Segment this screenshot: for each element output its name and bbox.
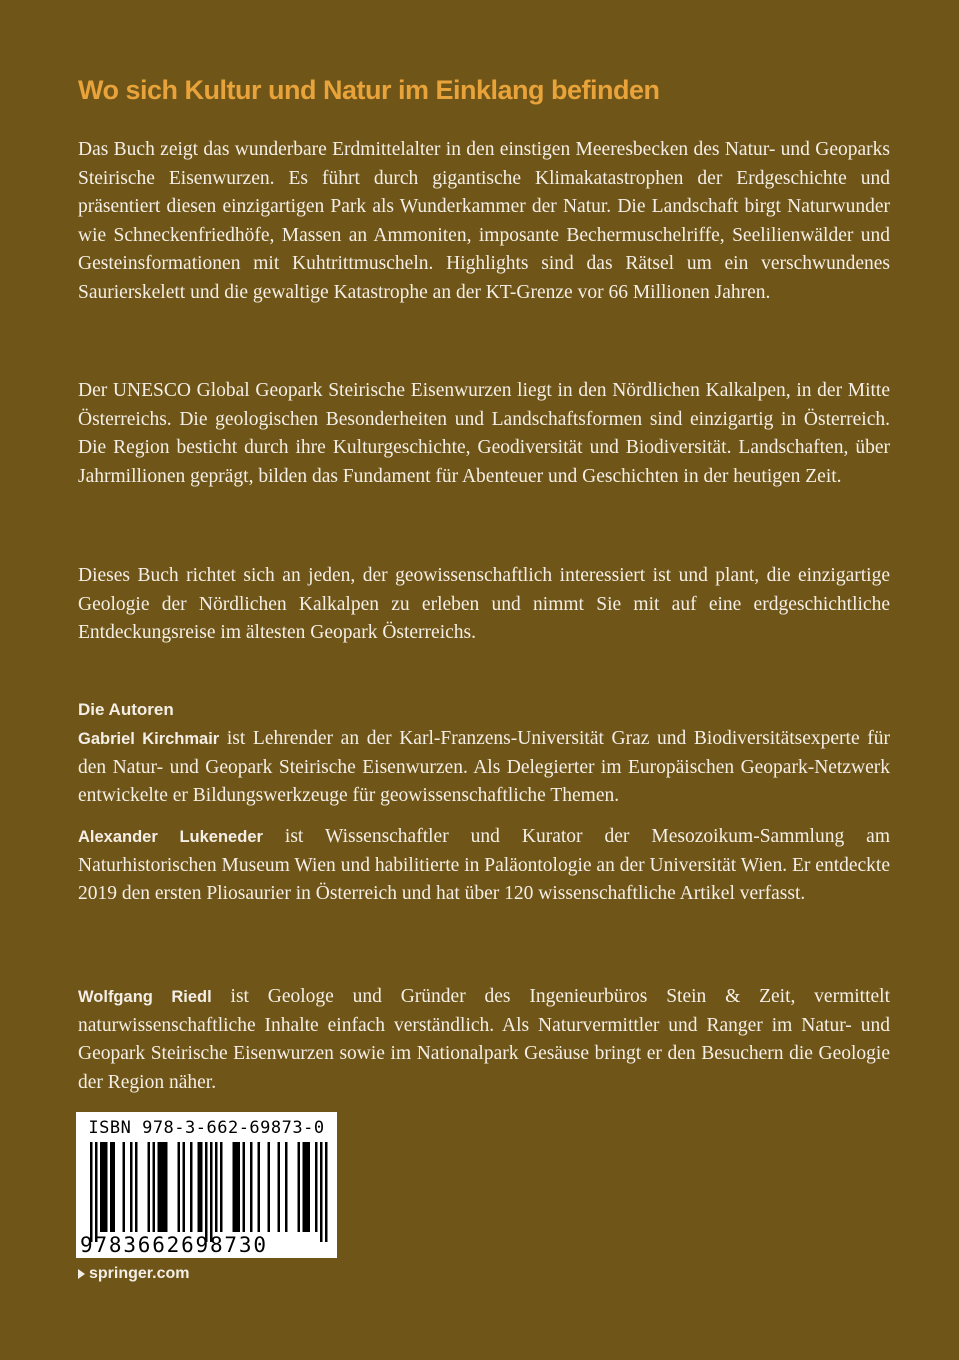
author-bio-text: ist Geologe und Gründer des Ingenieurbüros Stein & Zeit, vermittelt naturwissenschaftliche Inhalte einfach verständlich. Als Naturvermittler und Ranger im Natur- und Geopark Steirische Eisenwurzen sowie im Nationalpark Gesäuse bringt er den Besuchern die Geologie der Region näher. bbox=[78, 986, 890, 1093]
barcode-bar bbox=[315, 1142, 318, 1232]
barcode-bar bbox=[123, 1142, 126, 1232]
barcode-bar bbox=[238, 1142, 241, 1232]
barcode-bar bbox=[183, 1142, 186, 1232]
geopark-paragraph: Der UNESCO Global Geopark Steirische Eisenwurzen liegt in den Nördlichen Kalkalpen, in der Mitte Österreichs. Die geologischen Besonderheiten und Landschaftsformen sind einzigartig in Österreich. Die Region besticht durch ihre Kulturgeschichte, Geodiversität und Biodiversität. Landschaften, über Jahrmillionen geprägt, bilden das Fundament für Abenteuer und Geschichten in der heutigen Zeit. bbox=[78, 380, 890, 487]
barcode-bar bbox=[305, 1142, 308, 1232]
barcode-bar bbox=[303, 1142, 306, 1232]
audience-paragraph: Dieses Buch richtet sich an jeden, der geowissenschaftlich interessiert ist und plant, die einzigartige Geologie der Nördlichen Kalkalpen zu erleben und nimmt Sie mit auf eine erdgeschichtliche Entdeckungsreise im ältesten Geopark Österreichs. bbox=[78, 565, 890, 644]
barcode-bar bbox=[90, 1142, 93, 1242]
barcode-bar bbox=[285, 1142, 288, 1232]
barcode-bar bbox=[325, 1142, 328, 1242]
barcode-bar bbox=[130, 1142, 133, 1232]
author-bio-text: ist Lehrender an der Karl-Franzens-Universität Graz und Biodiversitätsexperte für den Natur- und Geopark Steirische Eisenwurzen. Als Delegierter im Europäischen Geopark-Netzwerk entwickelte er Bildungswerkzeuge für geowissenschaftliche Themen. bbox=[78, 728, 890, 807]
intro-paragraph: Das Buch zeigt das wunderbare Erdmittelalter in den einstigen Meeresbecken des Natur- und Geoparks Steirische Eisenwurzen. Es führt durch gigantische Klimakatastrophen der Erdgeschichte und präsentiert diesen einzigartigen Park als Wunderkammer der Natur. Die Landschaft birgt Naturwunder wie Schneckenfriedhöfe, Massen an Ammoniten, imposante Bechermuschelriffe, Seelilienwälder und Gesteinsformationen mit Kuhtrittmuscheln. Highlights sind das Rätsel um ein verschwundenes Saurierskelett und die gewaltige Katastrophe an der KT-Grenze vor 66 Millionen Jahren. bbox=[78, 139, 890, 303]
barcode-bar bbox=[110, 1142, 113, 1232]
barcode-bar bbox=[158, 1142, 161, 1232]
barcode-bar bbox=[198, 1142, 201, 1232]
barcode-bar bbox=[95, 1142, 98, 1242]
barcode-bar bbox=[160, 1142, 163, 1232]
publisher-link[interactable] bbox=[78, 1262, 189, 1286]
barcode-bar bbox=[135, 1142, 138, 1232]
author-name: Alexander Lukeneder bbox=[78, 828, 263, 846]
author-name: Gabriel Kirchmair bbox=[78, 730, 220, 748]
barcode-bar bbox=[320, 1142, 323, 1242]
barcode-bar bbox=[100, 1142, 103, 1232]
barcode-bar bbox=[190, 1142, 193, 1232]
barcode-bar bbox=[113, 1142, 116, 1232]
barcode-bar bbox=[163, 1142, 166, 1232]
ean-digits: 9783662698730 bbox=[80, 1233, 268, 1257]
barcode-bar bbox=[250, 1142, 253, 1232]
author-name: Wolfgang Riedl bbox=[78, 988, 212, 1006]
authors-heading: Die Autoren bbox=[78, 700, 174, 719]
barcode-bar bbox=[215, 1142, 218, 1232]
author-bio bbox=[78, 823, 890, 909]
barcode-bar bbox=[308, 1142, 311, 1232]
cover-title: Wo sich Kultur und Natur im Einklang befinden bbox=[78, 75, 660, 105]
barcode-bar bbox=[148, 1142, 151, 1232]
author-bio bbox=[78, 725, 890, 811]
barcode-bar bbox=[178, 1142, 181, 1232]
barcode-bar bbox=[243, 1142, 246, 1232]
barcode-bar bbox=[165, 1142, 168, 1232]
isbn-barcode bbox=[76, 1112, 337, 1258]
isbn-label: ISBN 978-3-662-69873-0 bbox=[88, 1118, 325, 1138]
barcode-bar bbox=[200, 1142, 203, 1232]
barcode-bar bbox=[233, 1142, 236, 1232]
barcode-bar bbox=[220, 1142, 223, 1232]
author-bio bbox=[78, 983, 890, 1097]
barcode-bar bbox=[298, 1142, 301, 1232]
barcode-bar bbox=[205, 1142, 208, 1242]
barcode-bar bbox=[235, 1142, 238, 1232]
arrow-right-icon bbox=[78, 1269, 85, 1279]
publisher-label: springer.com bbox=[89, 1265, 190, 1282]
barcode-bar bbox=[153, 1142, 156, 1232]
barcode-bar bbox=[105, 1142, 108, 1232]
barcode-bar bbox=[268, 1142, 271, 1232]
barcode-bar bbox=[258, 1142, 261, 1232]
author-bio-text: ist Wissenschaftler und Kurator der Mesozoikum-Sammlung am Naturhistorischen Museum Wien und habilitierte in Paläontologie an der Universität Wien. Er entdeckte 2019 den ersten Pliosaurier in Österreich und hat über 120 wissenschaftliche Artikel verfasst. bbox=[78, 826, 890, 905]
barcode-bar bbox=[278, 1142, 281, 1232]
barcode-bar bbox=[210, 1142, 213, 1242]
barcode-bar bbox=[103, 1142, 106, 1232]
